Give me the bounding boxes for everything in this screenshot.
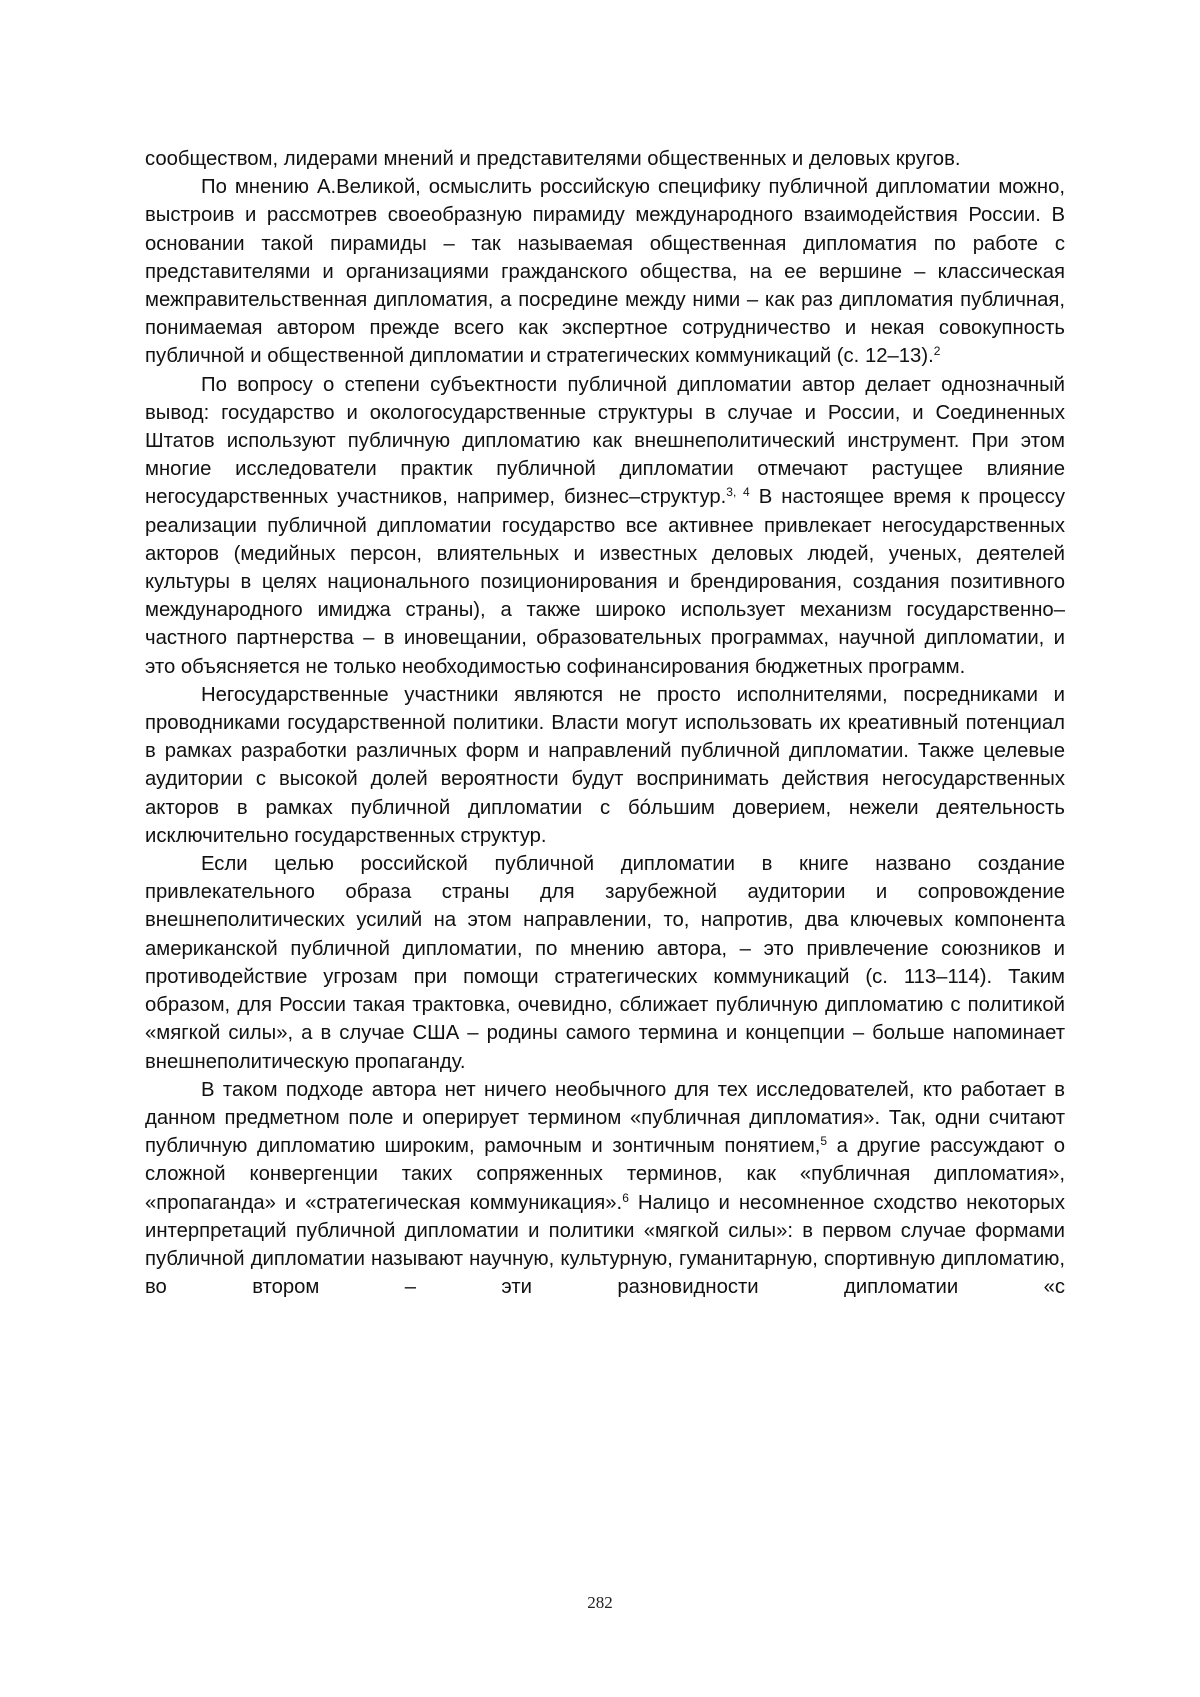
paragraph-text: По вопросу о степени субъектности публичной дипломатии автор делает однозначный вывод: государство и окологосударственные структуры в случае и России, и Соединенных Штатов используют публичную дипломатию как внешнеполитический инструмент. При этом многие исследователи практик публичной дипломатии отмечают растущее влияние негосударственных участников, например, бизнес–структур. [145, 373, 1065, 509]
paragraph-text: По мнению А.Великой, осмыслить российскую специфику публичной дипломатии можно, выстроив и рассмотрев своеобразную пирамиду международного взаимодействия России. В основании такой пирамиды – так называемая общественная дипломатия по работе с представителями и организациями гражданского общества, на ее вершине – классическая межправительственная дипломатия, а посредине между ними – как раз дипломатия публичная, понимаемая автором прежде всего как экспертное сотрудничество и некая совокупность публичной и общественной дипломатии и стратегических коммуникаций (с. 12–13). [145, 176, 1065, 368]
footnote-ref[interactable]: 5 [820, 1133, 828, 1148]
paragraph-text: В настоящее время к процессу реализации публичной дипломатии государство все активнее привлекает негосударственных акторов (медийных персон, влиятельных и известных деловых людей, ученых, деятелей культуры в целях национального позиционирования и брендирования, создания позитивного международного имиджа страны), а также широко использует механизм государственно–частного партнерства – в иновещании, образовательных программах, научной дипломатии, и это объясняется не только необходимостью софинансирования бюджетных программ. [145, 486, 1065, 678]
paragraph [145, 1076, 1065, 1302]
footnote-ref[interactable]: 2 [933, 344, 941, 359]
paragraph [145, 850, 1065, 1076]
page-number: 282 [587, 1593, 613, 1612]
body-text [145, 145, 1065, 1301]
paragraph-text: Налицо и несомненное сходство некоторых интерпретаций публичной дипломатии и политики «мягкой силы»: в первом случае формами публичной дипломатии называют научную, культурную, гуманитарную, спортивную дипломатию, во втором – эти разновидности дипломатии «с [145, 1191, 1066, 1299]
paragraph-text: а другие рассуждают о сложной конвергенции таких сопряженных терминов, как «публичная дипломатия», «пропаганда» и «стратегическая коммуникация». [145, 1135, 1065, 1214]
paragraph-text: сообществом, лидерами мнений и представителями общественных и деловых кругов. [145, 148, 961, 170]
paragraph [145, 173, 1065, 370]
paragraph [145, 145, 1065, 173]
footnote-ref[interactable]: 6 [622, 1190, 629, 1205]
paragraph-text: В таком подходе автора нет ничего необычного для тех исследователей, кто работает в данном предметном поле и оперирует термином «публичная дипломатия». Так, одни считают публичную дипломатию широким, рамочным и зонтичным понятием, [145, 1078, 1065, 1158]
footnote-ref[interactable]: 3, 4 [726, 485, 750, 500]
paragraph [145, 681, 1065, 850]
paragraph-text: Негосударственные участники являются не просто исполнителями, посредниками и проводниками государственной политики. Власти могут использовать их креативный потенциал в рамках разработки различных форм и направлений публичной дипломатии. Также целевые аудитории с высокой долей вероятности будут воспринимать действия негосударственных акторов в рамках публичной дипломатии с бóльшим доверием, нежели деятельность исключительно государственных структур. [145, 683, 1065, 847]
paragraph [145, 371, 1065, 681]
paragraph-text: Если целью российской публичной дипломатии в книге названо создание привлекательного образа страны для зарубежной аудитории и сопровождение внешнеполитических усилий на этом направлении, то, напротив, два ключевых компонента американской публичной дипломатии, по мнению автора, – это привлечение союзников и противодействие угрозам при помощи стратегических коммуникаций (с. 113–114). Таким образом, для России такая трактовка, очевидно, сближает публичную дипломатию с политикой «мягкой силы», а в случае США – родины самого термина и концепции – больше напоминает внешнеполитическую пропаганду. [145, 853, 1065, 1073]
